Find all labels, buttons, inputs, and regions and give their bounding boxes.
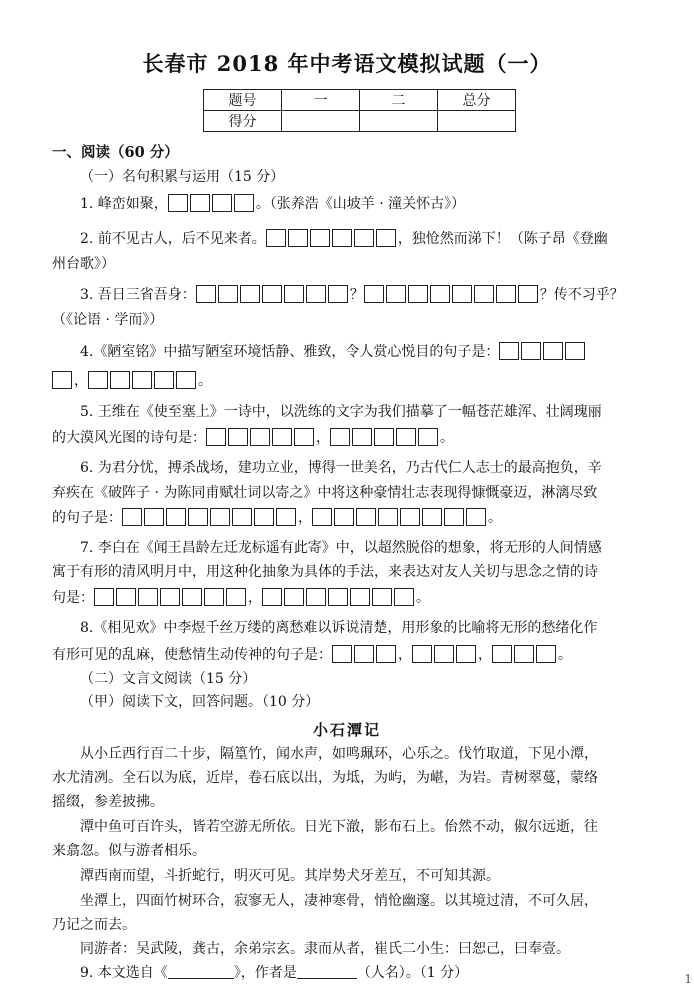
part-heading: （二）文言文阅读（15 分） — [80, 671, 257, 687]
article-paragraph: 潭西南而望，斗折蛇行，明灭可见。其岸势犬牙差互，不可知其源。 — [80, 868, 500, 884]
score-row-label: 得分 — [204, 111, 282, 132]
article-paragraph: 潭中鱼可百许头，皆若空游无所依。日光下澈，影布石上。佁然不动，俶尔远逝，往 — [80, 819, 598, 835]
answer-box[interactable] — [212, 194, 232, 212]
score-table — [203, 89, 516, 132]
part-heading: （一）名句积累与运用（15 分） — [80, 169, 285, 185]
score-header-cell: 题号 — [204, 90, 282, 111]
answer-box[interactable] — [328, 285, 348, 303]
answer-box[interactable] — [218, 285, 238, 303]
answer-box[interactable] — [386, 285, 406, 303]
question-3: 3. 吾日三省吾身： ？ ？传不习乎？ — [80, 287, 624, 303]
answer-box[interactable] — [294, 428, 314, 446]
answer-box[interactable] — [132, 371, 152, 389]
answer-blank[interactable] — [297, 964, 357, 979]
question-3-cont: （《论语 · 学而》） — [52, 312, 164, 328]
answer-box[interactable] — [272, 428, 292, 446]
answer-box[interactable] — [356, 508, 376, 526]
question-2: 2. 前不见古人，后不见来者。 ，独怆然而涕下！（陈子昂《登幽 — [80, 231, 608, 247]
answer-box[interactable] — [328, 588, 348, 606]
answer-box[interactable] — [536, 645, 556, 663]
answer-box[interactable] — [374, 428, 394, 446]
answer-box[interactable] — [88, 371, 108, 389]
answer-box[interactable] — [434, 645, 454, 663]
answer-box[interactable] — [250, 428, 270, 446]
article-paragraph: 乃记之而去。 — [52, 917, 136, 933]
answer-box[interactable] — [144, 508, 164, 526]
score-cell[interactable] — [360, 111, 438, 132]
answer-box[interactable] — [284, 285, 304, 303]
answer-box[interactable] — [306, 285, 326, 303]
answer-box[interactable] — [372, 588, 392, 606]
answer-box[interactable] — [394, 588, 414, 606]
question-9: 9. 本文选自《 》，作者是 （人名）。（1 分） — [80, 965, 469, 981]
article-title: 小石潭记 — [312, 721, 381, 739]
answer-box[interactable] — [452, 285, 472, 303]
score-header-cell: 一 — [282, 90, 360, 111]
answer-box[interactable] — [138, 588, 158, 606]
answer-box[interactable] — [122, 508, 142, 526]
answer-box[interactable] — [206, 428, 226, 446]
answer-box[interactable] — [262, 285, 282, 303]
article-paragraph: 水尤清冽。全石以为底，近岸，卷石底以出，为坻，为屿，为嵁，为岩。青树翠蔓，蒙络 — [52, 770, 598, 786]
question-7-line2: 寓于有形的清风明月中，用这种化抽象为具体的手法，来表达对友人关切与思念之情的诗 — [52, 564, 598, 580]
answer-box[interactable] — [166, 508, 186, 526]
answer-box[interactable] — [418, 428, 438, 446]
score-cell[interactable] — [438, 111, 516, 132]
answer-box[interactable] — [232, 508, 252, 526]
question-8: 8.《相见欢》中李煜千丝万缕的离愁难以诉说清楚，用形象的比喻将无形的愁绪化作 — [80, 620, 598, 636]
answer-box[interactable] — [288, 229, 308, 247]
answer-box[interactable] — [496, 285, 516, 303]
answer-box[interactable] — [226, 588, 246, 606]
answer-blank[interactable] — [168, 964, 234, 979]
score-table-header-row — [204, 90, 516, 111]
answer-box[interactable] — [188, 508, 208, 526]
part-subheading: （甲）阅读下文，回答问题。（10 分） — [80, 694, 320, 710]
answer-box[interactable] — [565, 342, 585, 360]
score-table-score-row — [204, 111, 516, 132]
answer-box[interactable] — [354, 229, 374, 247]
answer-box[interactable] — [160, 588, 180, 606]
question-7-cont: 句是： ， 。 — [52, 590, 430, 606]
answer-box[interactable] — [352, 428, 372, 446]
page-title: 长春市 2018 年中考语文模拟试题（一） — [142, 51, 552, 76]
question-6-line2: 弃疾在《破阵子 · 为陈同甫赋壮词以寄之》中将这种豪情壮志表现得慷慨豪迈，淋漓尽致 — [52, 485, 598, 501]
score-header-cell: 总分 — [438, 90, 516, 111]
answer-box[interactable] — [474, 285, 494, 303]
answer-box[interactable] — [154, 371, 174, 389]
answer-box[interactable] — [521, 342, 541, 360]
answer-box[interactable] — [492, 645, 512, 663]
answer-box[interactable] — [312, 508, 332, 526]
answer-box[interactable] — [284, 588, 304, 606]
answer-box[interactable] — [176, 371, 196, 389]
question-4: 4.《陋室铭》中描写陋室环境恬静、雅致，令人赏心悦目的句子是： — [80, 342, 694, 361]
answer-box[interactable] — [182, 588, 202, 606]
question-6-cont: 的句子是： ， 。 — [52, 510, 502, 526]
answer-box[interactable] — [94, 588, 114, 606]
answer-box[interactable] — [116, 588, 136, 606]
answer-box[interactable] — [262, 588, 282, 606]
article-paragraph: 来翕忽。似与游者相乐。 — [52, 843, 206, 859]
answer-box[interactable] — [110, 371, 130, 389]
answer-box[interactable] — [276, 508, 296, 526]
question-1: 1. 峰峦如聚， 。（张养浩《山坡羊 · 潼关怀古》） — [80, 196, 466, 212]
answer-box[interactable] — [422, 508, 442, 526]
question-5: 5. 王维在《使至塞上》一诗中，以洗练的文字为我们描摹了一幅苍茫雄浑、壮阔瑰丽 — [80, 404, 602, 420]
answer-box[interactable] — [396, 428, 416, 446]
answer-box[interactable] — [408, 285, 428, 303]
question-2-cont: 州台歌》） — [52, 256, 115, 272]
answer-box[interactable] — [254, 508, 274, 526]
answer-box[interactable] — [332, 645, 352, 663]
question-8-cont: 有形可见的乱麻，使愁情生动传神的句子是： ， ， 。 — [52, 647, 572, 663]
answer-box[interactable] — [332, 229, 352, 247]
answer-box[interactable] — [514, 645, 534, 663]
answer-box[interactable] — [168, 194, 188, 212]
answer-box[interactable] — [350, 588, 370, 606]
question-5-cont: 的大漠风光图的诗句是： ， 。 — [52, 430, 454, 446]
article-paragraph: 摇缀，参差披拂。 — [52, 794, 164, 810]
answer-box[interactable] — [444, 508, 464, 526]
answer-box[interactable] — [466, 508, 486, 526]
answer-box[interactable] — [228, 428, 248, 446]
score-cell[interactable] — [282, 111, 360, 132]
answer-box[interactable] — [543, 342, 563, 360]
question-6: 6. 为君分忧，搏杀战场，建功立业，博得一世美名，乃古代仁人志士的最高抱负，辛 — [80, 460, 602, 476]
answer-box[interactable] — [266, 229, 286, 247]
answer-box[interactable] — [190, 194, 210, 212]
answer-box[interactable] — [364, 285, 384, 303]
answer-box[interactable] — [412, 645, 432, 663]
page-number: 1 — [684, 972, 692, 986]
question-7: 7. 李白在《闻王昌龄左迁龙标遥有此寄》中，以超然脱俗的想象，将无形的人间情感 — [80, 540, 602, 556]
answer-box[interactable] — [306, 588, 326, 606]
answer-box[interactable] — [334, 508, 354, 526]
article-paragraph: 坐潭上，四面竹树环合，寂寥无人，凄神寒骨，悄怆幽邃。以其境过清，不可久居， — [80, 893, 598, 909]
answer-box[interactable] — [354, 645, 374, 663]
answer-box[interactable] — [376, 229, 396, 247]
answer-box[interactable] — [240, 285, 260, 303]
answer-box[interactable] — [456, 645, 476, 663]
answer-box[interactable] — [330, 428, 350, 446]
answer-box[interactable] — [518, 285, 538, 303]
answer-box[interactable] — [499, 342, 519, 360]
answer-box[interactable] — [52, 371, 72, 389]
article-paragraph: 同游者：吴武陵，龚古，余弟宗玄。隶而从者，崔氏二小生：曰恕己，曰奉壹。 — [80, 941, 570, 957]
article-paragraph: 从小丘西行百二十步，隔篁竹，闻水声，如鸣珮环，心乐之。伐竹取道，下见小潭， — [80, 746, 598, 762]
question-4-cont: ， 。 — [52, 371, 672, 390]
score-header-cell: 二 — [360, 90, 438, 111]
answer-box[interactable] — [400, 508, 420, 526]
answer-box[interactable] — [196, 285, 216, 303]
answer-box[interactable] — [430, 285, 450, 303]
answer-box[interactable] — [376, 645, 396, 663]
answer-box[interactable] — [204, 588, 224, 606]
answer-box[interactable] — [210, 508, 230, 526]
section-heading: 一、阅读（60 分） — [52, 144, 179, 161]
answer-box[interactable] — [378, 508, 398, 526]
answer-box[interactable] — [234, 194, 254, 212]
answer-box[interactable] — [310, 229, 330, 247]
